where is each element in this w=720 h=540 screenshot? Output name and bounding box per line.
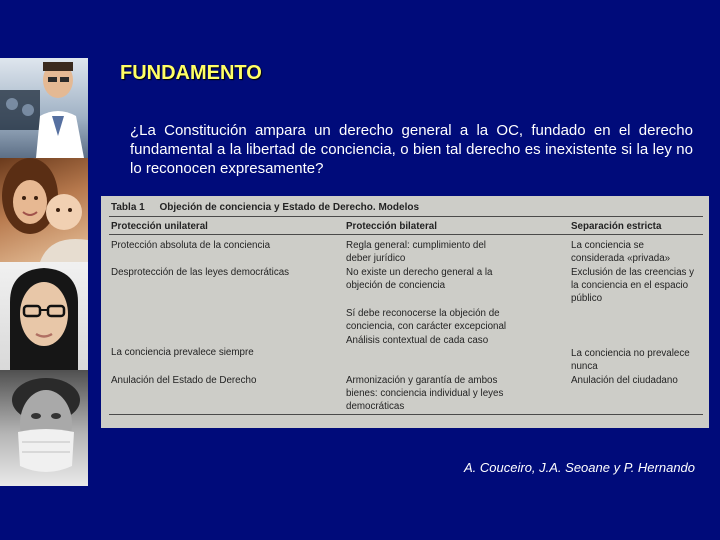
question-text: ¿La Constitución ampara un derecho general a la OC, fundado en el derecho fundamental a la libertad de conciencia, o bien tal derecho es inexistente si la ley no lo reconocen expresamente? <box>130 122 693 177</box>
table-caption-text: Objeción de conciencia y Estado de Derecho. Modelos <box>159 202 420 213</box>
table-cell: Regla general: cumplimiento del deber jurídico <box>346 240 486 264</box>
models-table <box>101 196 709 428</box>
table-cell: La conciencia se considerada «privada» <box>571 240 671 264</box>
slide-title: FUNDAMENTO <box>120 62 262 84</box>
mother-child-photo <box>0 158 88 262</box>
table-cell: La conciencia no prevalece nunca <box>571 348 690 372</box>
table-cell: La conciencia prevalece siempre <box>111 347 254 358</box>
doctor-photo <box>0 58 88 158</box>
woman-glasses-photo <box>0 262 88 370</box>
table-cell: No existe un derecho general a la objeción de conciencia <box>346 267 493 291</box>
col-header-unilateral: Protección unilateral <box>111 221 208 232</box>
table-cell: Desprotección de las leyes democráticas <box>111 267 290 278</box>
table-cell: Sí debe reconocerse la objeción de conciencia, con carácter excepcional <box>346 308 507 332</box>
table-rule-header <box>109 234 703 235</box>
author-credit: A. Couceiro, J.A. Seoane y P. Hernando <box>464 460 696 475</box>
table-number: Tabla 1 <box>111 202 145 213</box>
col-header-separacion: Separación estricta <box>571 221 662 232</box>
col-header-bilateral: Protección bilateral <box>346 221 437 232</box>
table-cell: Anulación del Estado de Derecho <box>111 375 257 386</box>
table-cell: Anulación del ciudadano <box>571 375 678 386</box>
table-caption <box>111 202 701 213</box>
photo-strip <box>0 58 88 486</box>
table-cell: Análisis contextual de cada caso <box>346 335 489 346</box>
surgeon-photo <box>0 370 88 486</box>
table-cell: Protección absoluta de la conciencia <box>111 240 271 251</box>
table-rule-bottom <box>109 414 703 415</box>
table-rule-top <box>109 216 703 217</box>
table-cell: Armonización y garantía de ambos bienes: conciencia individual y leyes democráticas <box>346 375 504 412</box>
table-cell: Exclusión de las creencias y la conciencia en el espacio público <box>571 267 695 304</box>
